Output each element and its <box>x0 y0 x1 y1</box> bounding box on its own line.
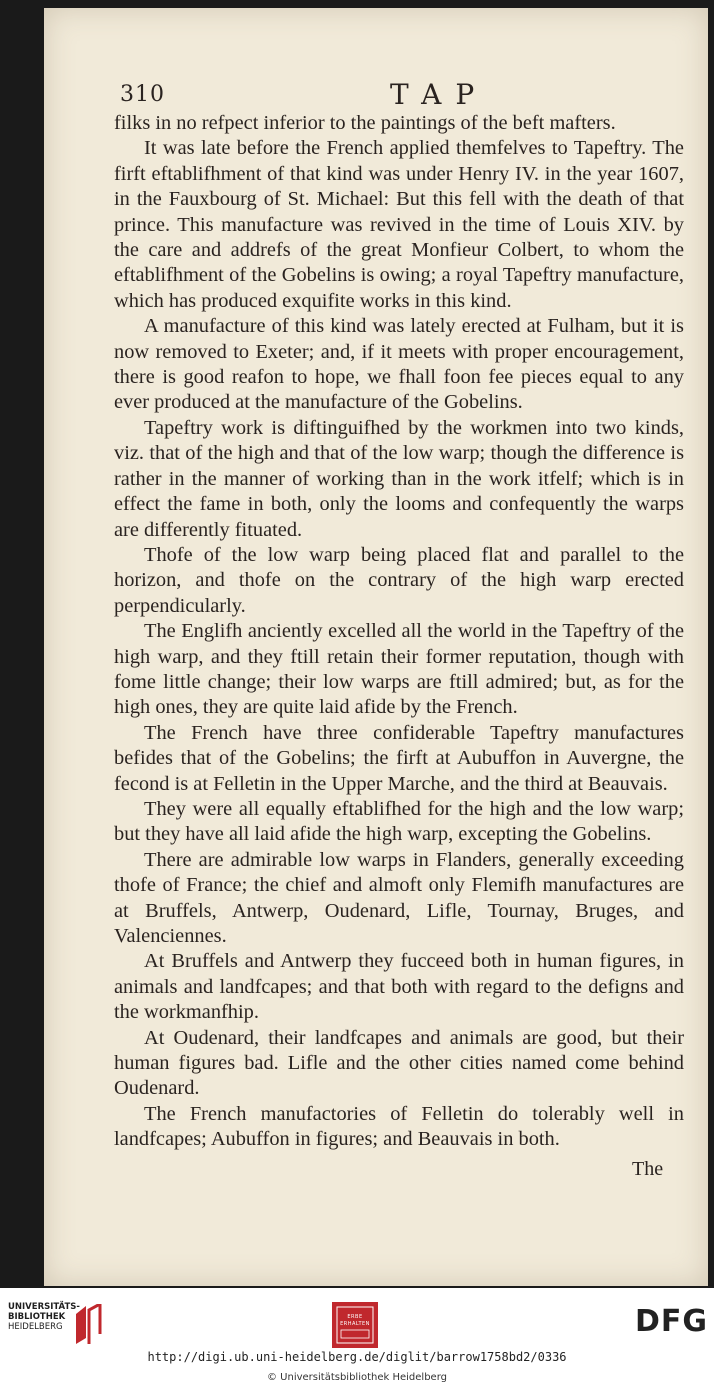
paragraph: A manufacture of this kind was lately erected at Fulham, but it is now removed to Exeter; and, if it meets with proper encouragement, there is good reafon to hope, we fhall foon fee pieces equal to any ever produced at the manufacture of the Gobelins. <box>114 315 684 414</box>
library-name-line: UNIVERSITÄTS- <box>8 1302 80 1312</box>
catchword: The <box>632 1158 664 1180</box>
paragraph: Thofe of the low warp being placed flat and parallel to the horizon, and thofe on the contrary of the high warp erected perpendicularly. <box>114 543 684 617</box>
footer <box>0 1288 714 1389</box>
copyright-notice: © Universitätsbibliothek Heidelberg <box>266 1372 447 1383</box>
university-library-logo[interactable] <box>8 1302 108 1346</box>
page-text <box>114 111 684 1153</box>
running-head <box>120 78 680 114</box>
paragraph: At Oudenard, their landfcapes and animals are good, but their human figures bad. Lifle and the other cities named come behind Oudenard. <box>114 1026 684 1100</box>
dfg-logo[interactable]: DFG <box>635 1304 709 1339</box>
paragraph: It was late before the French applied themfelves to Tapeftry. The firft eftablifhment of that kind was under Henry IV. in the year 1607, in the Fauxbourg of St. Michael: But this fell with the death of that prince. This manufacture was revived in the time of Louis XIV. by the care and addrefs of the great Monfieur Colbert, to whom the eftablifhment of the Gobelins is owing; a royal Tapeftry manufacture, which has produced exquifite works in this kind. <box>114 137 684 312</box>
seal-text <box>332 1314 378 1328</box>
source-url-link[interactable]: http://digi.ub.uni-heidelberg.de/diglit/barrow1758bd2/0336 <box>147 1350 567 1364</box>
running-title: TAP <box>390 78 489 111</box>
library-name-line: BIBLIOTHEK <box>8 1312 66 1322</box>
paragraph: There are admirable low warps in Flanders, generally exceeding thofe of France; the chief and almoft only Flemifh manufactures are at Bruffels, Antwerp, Oudenard, Lifle, Tournay, Bruges, and Valenciennes. <box>114 848 684 947</box>
paragraph: They were all equally eftablifhed for the high and the low warp; but they have all laid afide the high warp, excepting the Gobelins. <box>114 797 684 846</box>
library-mark-icon <box>72 1304 106 1346</box>
paragraph: Tapeftry work is diftinguifhed by the workmen into two kinds, viz. that of the high and that of the low warp; though the difference is rather in the manner of working than in the work itfelf; which is in effect the fame in both, only the looms and confequently the warps are differently fituated. <box>114 416 684 541</box>
library-name-line: HEIDELBERG <box>8 1322 63 1332</box>
library-name <box>8 1302 80 1332</box>
paragraph: The French manufactories of Felletin do tolerably well in landfcapes; Aubuffon in figures; and Beauvais in both. <box>114 1102 684 1151</box>
seal-text-line: ERBE <box>347 1314 363 1320</box>
seal-text-line: ERHALTEN <box>340 1321 370 1327</box>
paragraph: The French have three confiderable Tapeftry manufactures befides that of the Gobelins; the firft at Aubuffon in Auvergne, the fecond is at Felletin in the Upper Marche, and the third at Beauvais. <box>114 721 684 795</box>
page-number: 310 <box>120 82 165 107</box>
paragraph: filks in no refpect inferior to the paintings of the beft mafters. <box>114 112 616 134</box>
paragraph: The Englifh anciently excelled all the world in the Tapeftry of the high warp, and they ftill retain their former reputation, though with fome little change; their low warps are ftill admired; but, as for the high ones, they are quite laid afide by the French. <box>114 620 684 719</box>
heritage-seal[interactable] <box>332 1302 378 1348</box>
paragraph: At Bruffels and Antwerp they fucceed both in human figures, in animals and landfcapes; and that both with regard to the defigns and the workmanfhip. <box>114 950 684 1024</box>
